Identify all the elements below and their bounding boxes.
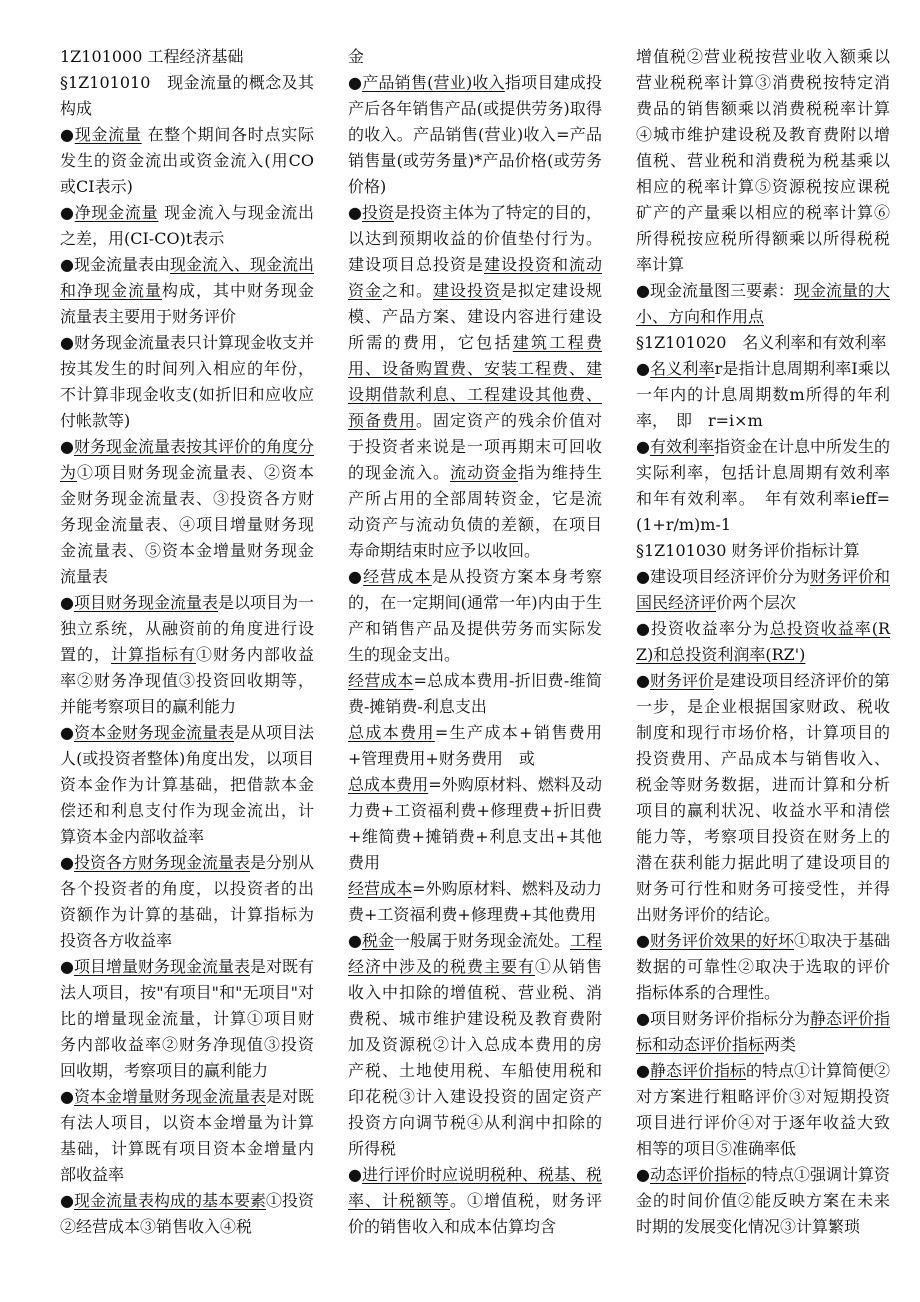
text-run: ●项目财务评价指标分为 bbox=[636, 1009, 810, 1028]
text-run: ● bbox=[636, 359, 651, 378]
paragraph bbox=[636, 616, 890, 668]
text-run: 是拟定建设规模、产品方案、建设内容进行建设所需的费用，它包括 bbox=[348, 281, 602, 352]
column-middle bbox=[348, 44, 602, 1240]
text-run: ● bbox=[636, 437, 650, 456]
paragraph bbox=[60, 720, 314, 850]
text-run: ● bbox=[348, 1165, 362, 1184]
underlined-term: 净现金流量 bbox=[74, 203, 159, 222]
text-run: 。①增值税，财务评价的销售收入和成本估算均含 bbox=[348, 1191, 602, 1236]
paragraph bbox=[348, 720, 602, 772]
underlined-term: 项目财务现金流量表 bbox=[73, 593, 218, 612]
text-run: 构成，其中财务现金流量表主要用于财务评价 bbox=[60, 281, 314, 326]
text-run: =总成本费用-折旧费-维简费-摊销费-利息支出 bbox=[348, 671, 602, 716]
text-run: 增值税②营业税按营业收入额乘以营业税税率计算③消费税按特定消费品的销售额乘以消费税税率计算④城市维护建设税及教育费附以增值税、营业税和消费税为税基乘以相应的税率计算⑤资源税按应课税矿产的产量乘以相应的税率计算⑥所得税按应税所得额乘以所得税税率计算 bbox=[636, 47, 890, 274]
underlined-term: 总投资收益率(RZ)和总投资利润率(RZ') bbox=[636, 619, 890, 664]
text-run: ①从销售收入中扣除的增值税、营业税、消费税、城市维护建设税及教育费附加及资源税②计入总成本费用的房产税、土地使用税、车船使用税和印花税③计入建设投资的固定资产投资方向调节税④从利润中扣除的所得税 bbox=[348, 957, 602, 1158]
text-run: =外购原材料、燃料及动力费+工资福利费+修理费+折旧费+维简费+摊销费+利息支出+其他费用 bbox=[348, 775, 602, 872]
text-run: ● bbox=[348, 203, 362, 222]
paragraph bbox=[636, 278, 890, 330]
underlined-term: 现金流量的大小、方向和作用点 bbox=[636, 281, 890, 326]
text-run: 两类 bbox=[764, 1035, 797, 1054]
underlined-term: 经营成本 bbox=[348, 879, 413, 898]
text-run: ●现金流量表由 bbox=[60, 255, 170, 274]
text-run: 金 bbox=[348, 47, 365, 66]
text-run: 是投资主体为了特定的目的，以达到预期收益的价值垫付行为。建设项目总投资是 bbox=[348, 203, 602, 274]
text-run: r是指计息周期利率I乘以一年内的计息周期数m所得的年利率， 即 r=i×m bbox=[636, 359, 890, 430]
text-run: ●财务现金流量表只计算现金收支并按其发生的时间列入相应的年份，不计算非现金收支(如折旧和应收应付帐款等) bbox=[60, 333, 314, 430]
text-run: §1Z101030 财务评价指标计算 bbox=[636, 541, 860, 560]
underlined-term: 进行评价时应说明税种、税基、税率、计税额等 bbox=[348, 1165, 602, 1210]
text-run: 一般属于财务现金流处。 bbox=[393, 931, 570, 950]
underlined-term: 经营成本 bbox=[348, 671, 414, 690]
paragraph bbox=[60, 1188, 314, 1240]
text-run: 是从项目法人(或投资者整体)角度出发，以项目资本金作为计算基础，把借款本金偿还和利息支付作为现金流出，计算资本金内部收益率 bbox=[60, 723, 314, 846]
paragraph bbox=[60, 590, 314, 720]
paragraph bbox=[636, 928, 890, 1006]
text-run: ● bbox=[60, 437, 74, 456]
paragraph bbox=[636, 44, 890, 278]
paragraph bbox=[636, 1162, 890, 1240]
text-run: ● bbox=[60, 853, 74, 872]
text-run: 的特点①计算简便②对方案进行粗略评价③对短期投资项目进行评价④对于逐年收益大致相等的项目⑤准确率低 bbox=[636, 1061, 890, 1158]
text-run: ● bbox=[636, 1165, 650, 1184]
text-run: §1Z101010 现金流量的概念及其构成 bbox=[60, 73, 314, 118]
text-run: =生产成本+销售费用+管理费用+财务费用 或 bbox=[348, 723, 602, 768]
text-run: ①取决于基础数据的可靠性②取决于选取的评价指标体系的合理性。 bbox=[636, 931, 890, 1002]
text-run: 现金流入与现金流出之差，用(CI-CO)t表示 bbox=[60, 203, 314, 248]
text-run: 指资金在计息中所发生的实际利率，包括计息周期有效利率和年有效利率。 年有效利率ieff=(1+r/m)m-1 bbox=[636, 437, 890, 534]
text-run: §1Z101020 名义利率和有效利率 bbox=[636, 333, 887, 352]
underlined-term: 建筑工程费用、设备购置费、安装工程费、建设期借款利息、工程建设其他费、预备费用 bbox=[348, 333, 602, 430]
text-run: ● bbox=[636, 931, 650, 950]
underlined-term: 财务评价效果的好坏 bbox=[649, 931, 794, 950]
paragraph bbox=[636, 1006, 890, 1058]
underlined-term: 总成本费用 bbox=[348, 775, 429, 794]
text-run: 在整个期间各时点实际发生的资金流出或资金流入(用CO或CI表示) bbox=[60, 125, 314, 196]
underlined-term: 税金 bbox=[361, 931, 394, 950]
underlined-term: 流动资金 bbox=[449, 463, 518, 482]
underlined-term: 静态评价指标和动态评价指标 bbox=[636, 1009, 890, 1054]
text-run: 是从投资方案本身考察的，在一定期间(通常一年)内由于生产和销售产品及提供劳务而实际发生的现金支出。 bbox=[348, 567, 602, 664]
paragraph bbox=[60, 252, 314, 330]
text-run: ● bbox=[60, 593, 74, 612]
text-run: 1Z101000 工程经济基础 bbox=[60, 47, 244, 66]
underlined-term: 名义利率 bbox=[650, 359, 715, 378]
paragraph bbox=[636, 564, 890, 616]
paragraph bbox=[60, 122, 314, 200]
paragraph bbox=[348, 44, 602, 70]
text-run: ● bbox=[636, 1061, 650, 1080]
underlined-term: 建设投资 bbox=[433, 281, 501, 300]
column-left bbox=[60, 44, 314, 1240]
paragraph bbox=[636, 330, 890, 356]
text-run: 是建设项目经济评价的第一步，是企业根据国家财政、税收制度和现行市场价格，计算项目的投资费用、产品成本与销售收入、税金等财务数据，进而计算和分析项目的赢利状况、收益水平和清偿能力等，考察项目投资在财务上的潜在获利能力据此明了建设项目的财务可行性和财务可接受性，并得出财务评价的结论。 bbox=[636, 671, 890, 924]
text-run: 是对既有法人项目，按"有项目"和"无项目"对比的增量现金流量，计算①项目财务内部收益率②财务净现值③投资回收期，考察项目的赢利能力 bbox=[60, 957, 314, 1080]
underlined-term: 静态评价指标 bbox=[649, 1061, 746, 1080]
paragraph bbox=[348, 1162, 602, 1240]
underlined-term: 项目增量财务现金流量表 bbox=[73, 957, 250, 976]
column-right bbox=[636, 44, 890, 1240]
text-run: 指项目建成投产后各年销售产品(或提供劳务)取得的收入。产品销售(营业)收入=产品销售量(或劳务量)*产品价格(或劳务价格) bbox=[348, 73, 602, 196]
underlined-term: 资本金增量财务现金流量表 bbox=[73, 1087, 266, 1106]
underlined-term: 财务评价 bbox=[649, 671, 714, 690]
paragraph bbox=[348, 564, 602, 668]
text-run: ● bbox=[348, 931, 362, 950]
text-run: ● bbox=[348, 73, 363, 92]
text-run: ● bbox=[636, 671, 650, 690]
text-run: ● bbox=[60, 1087, 74, 1106]
text-run: ● bbox=[60, 125, 75, 144]
underlined-term: 投资 bbox=[361, 203, 394, 222]
text-run: ● bbox=[60, 203, 75, 222]
paragraph bbox=[636, 434, 890, 538]
paragraph bbox=[60, 44, 314, 70]
paragraph bbox=[636, 668, 890, 928]
text-run: ● bbox=[60, 723, 74, 742]
text-run: ● bbox=[60, 957, 74, 976]
paragraph bbox=[348, 772, 602, 876]
text-columns bbox=[60, 44, 906, 1240]
underlined-term: 现金流量表构成的基本要素 bbox=[73, 1191, 266, 1210]
paragraph bbox=[636, 356, 890, 434]
paragraph bbox=[60, 434, 314, 590]
underlined-term: 动态评价指标 bbox=[649, 1165, 746, 1184]
paragraph bbox=[348, 928, 602, 1162]
paragraph bbox=[60, 70, 314, 122]
paragraph bbox=[636, 1058, 890, 1162]
paragraph bbox=[60, 954, 314, 1084]
text-run: ●投资收益率分为 bbox=[636, 619, 770, 638]
paragraph bbox=[60, 1084, 314, 1188]
text-run: 是以项目为一独立系统，从融资前的角度进行设置的， bbox=[60, 593, 314, 664]
text-run: 之和。 bbox=[382, 281, 433, 300]
underlined-term: 财务评价和国民经济评 bbox=[636, 567, 890, 612]
underlined-term: 现金流量 bbox=[74, 125, 142, 144]
paragraph bbox=[636, 538, 890, 564]
underlined-term: 资本金财务现金流量表 bbox=[73, 723, 234, 742]
underlined-term: 有效利率 bbox=[649, 437, 714, 456]
text-run: ①项目财务现金流量表、②资本金财务现金流量表、③投资各方财务现金流量表、④项目增量财务现金流量表、⑤资本金增量财务现金流量表 bbox=[60, 463, 314, 586]
underlined-term: 现金流入、现金流出和净现金流量 bbox=[60, 255, 314, 300]
paragraph bbox=[348, 668, 602, 720]
text-run: 的特点①强调计算资金的时间价值②能反映方案在未来时期的发展变化情况③计算繁琐 bbox=[636, 1165, 890, 1236]
underlined-term: 建设投资和流动资金 bbox=[348, 255, 602, 300]
paragraph bbox=[348, 70, 602, 200]
paragraph bbox=[348, 876, 602, 928]
text-run: ①财务内部收益率②财务净现值③投资回收期等，并能考察项目的赢利能力 bbox=[60, 645, 314, 716]
text-run: 是对既有法人项目，以资本金增量为计算基础，计算既有项目资本金增量内部收益率 bbox=[60, 1087, 314, 1184]
text-run: ●现金流量图三要素： bbox=[636, 281, 794, 300]
text-run: ● bbox=[348, 567, 364, 586]
text-run: 是分别从各个投资者的角度，以投资者的出资额作为计算的基础，计算指标为投资各方收益率 bbox=[60, 853, 314, 950]
underlined-term: 投资各方财务现金流量表 bbox=[73, 853, 250, 872]
underlined-term: 工程经济中涉及的税费主要有 bbox=[348, 931, 603, 976]
text-run: 。固定资产的残余价值对于投资者来说是一项再期末可回收的现金流入。 bbox=[348, 411, 602, 482]
paragraph bbox=[60, 850, 314, 954]
underlined-term: 财务现金流量表按其评价的角度分为 bbox=[60, 437, 314, 482]
text-run: ●建设项目经济评价分为 bbox=[636, 567, 810, 586]
text-run: 指为维持生产所占用的全部周转资金，它是流动资产与流动负债的差额，在项目寿命期结束时应予以收回。 bbox=[348, 463, 602, 560]
paragraph bbox=[60, 330, 314, 434]
text-run: ①投资②经营成本③销售收入④税 bbox=[60, 1191, 314, 1236]
underlined-term: 总成本费用 bbox=[348, 723, 435, 742]
text-run: =外购原材料、燃料及动力费+工资福利费+修理费+其他费用 bbox=[348, 879, 602, 924]
text-run: ● bbox=[60, 1191, 74, 1210]
underlined-term: 计算指标有 bbox=[111, 645, 196, 664]
paragraph bbox=[60, 200, 314, 252]
paragraph bbox=[348, 200, 602, 564]
text-run: 价两个层次 bbox=[716, 593, 797, 612]
underlined-term: 经营成本 bbox=[363, 567, 432, 586]
underlined-term: 产品销售(营业)收入 bbox=[362, 73, 505, 92]
